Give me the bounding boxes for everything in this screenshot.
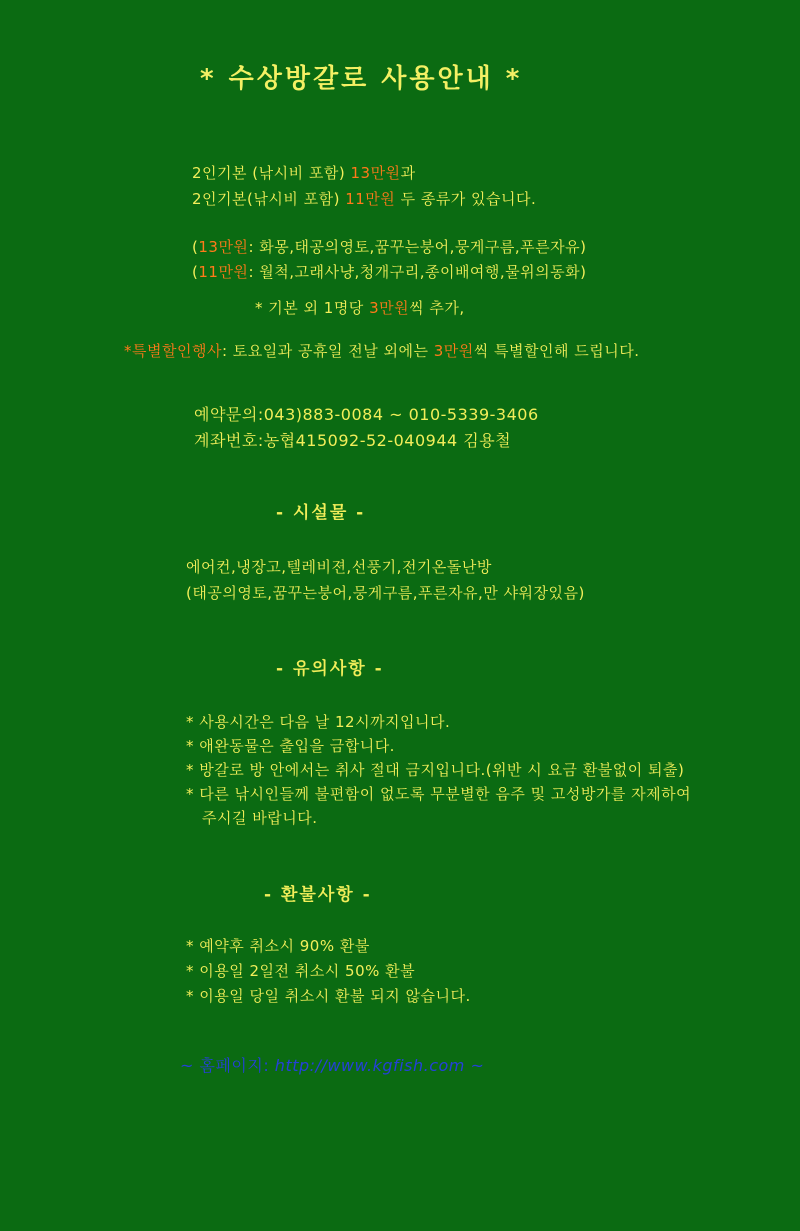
price-13-label: 13만원 <box>198 238 249 256</box>
extra-suffix: 씩 추가, <box>409 299 465 317</box>
price-13: 13만원 <box>350 164 401 182</box>
pricing-line-1-suffix: 과 <box>400 164 416 182</box>
special-price: 3만원 <box>433 342 474 360</box>
notice-item: * 방갈로 방 안에서는 취사 절대 금지입니다.(위반 시 요금 환불없이 퇴출) <box>186 761 685 779</box>
notice-item: * 다른 낚시인들께 불편함이 없도록 무분별한 음주 및 고성방가를 자제하여 <box>186 785 692 803</box>
notice-item: 주시길 바랍니다. <box>202 809 318 827</box>
special-label: *특별할인행사 <box>124 342 222 360</box>
homepage-suffix: ~ <box>464 1056 485 1075</box>
facilities-heading: - 시설물 - <box>276 503 366 523</box>
refund-heading: - 환불사항 - <box>264 885 372 905</box>
price-11-label: 11만원 <box>198 263 249 281</box>
facilities-line-2: (태공의영토,꿈꾸는붕어,뭉게구름,푸른자유,만 샤워장있음) <box>186 584 585 602</box>
rooms-11-list: : 월척,고래사냥,청개구리,종이배여행,물위의동화) <box>248 263 587 281</box>
extra-price: 3만원 <box>369 299 410 317</box>
notice-item: * 사용시간은 다음 날 12시까지입니다. <box>186 713 451 731</box>
facilities-line-1: 에어컨,냉장고,텔레비젼,선풍기,전기온돌난방 <box>186 558 492 576</box>
paren-open: ( <box>192 238 199 256</box>
notices-heading: - 유의사항 - <box>276 659 384 679</box>
homepage-line <box>180 1053 484 1076</box>
page-title: * 수상방갈로 사용안내 * <box>200 64 523 94</box>
notice-item: * 애완동물은 출입을 금합니다. <box>186 737 395 755</box>
pricing-detail-11 <box>192 261 587 282</box>
price-11: 11만원 <box>345 190 396 208</box>
paren-open: ( <box>192 263 199 281</box>
extra-person-fee <box>255 297 465 318</box>
special-text: : 토요일과 공휴일 전날 외에는 <box>221 342 434 360</box>
pricing-line-2 <box>192 188 536 209</box>
extra-text: * 기본 외 1명당 <box>255 299 370 317</box>
pricing-line-2-suffix: 두 종류가 있습니다. <box>395 190 537 208</box>
rooms-13-list: : 화몽,태공의영토,꿈꾸는붕어,뭉게구름,푸른자유) <box>248 238 587 256</box>
pricing-line-1 <box>192 162 416 183</box>
pricing-line-1-text: 2인기본 (낚시비 포함) <box>192 164 351 182</box>
pricing-detail-13 <box>192 236 587 257</box>
reservation-contact: 예약문의:043)883-0084 ~ 010-5339-3406 <box>194 405 539 424</box>
pricing-line-2-text: 2인기본(낚시비 포함) <box>192 190 346 208</box>
refund-item: * 예약후 취소시 90% 환불 <box>186 937 370 955</box>
homepage-label: ~ 홈페이지: <box>180 1056 275 1075</box>
bank-account: 계좌번호:농협415092-52-040944 김용철 <box>194 431 512 450</box>
refund-item: * 이용일 당일 취소시 환불 되지 않습니다. <box>186 987 471 1005</box>
homepage-link[interactable]: http://www.kgfish.com <box>274 1056 465 1075</box>
special-discount <box>124 340 639 361</box>
refund-item: * 이용일 2일전 취소시 50% 환불 <box>186 962 416 980</box>
special-suffix: 씩 특별할인해 드립니다. <box>473 342 640 360</box>
